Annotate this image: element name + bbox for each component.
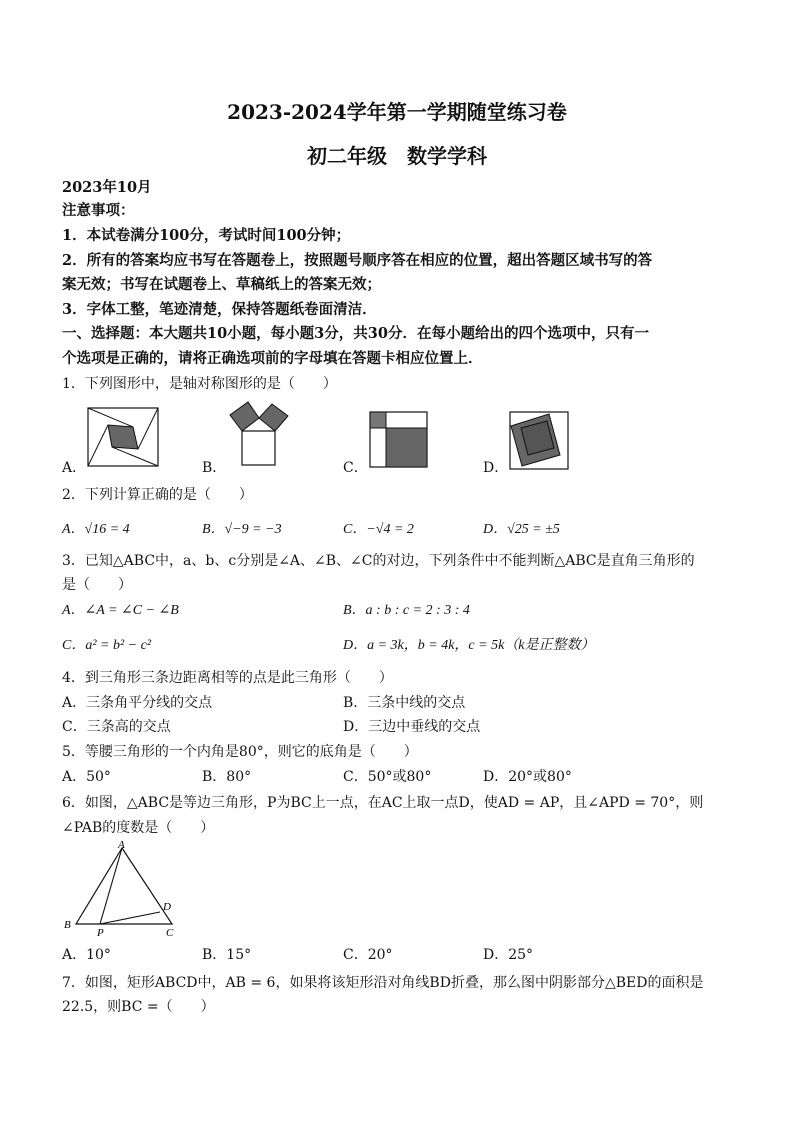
q6-triangle-figure bbox=[60, 838, 190, 938]
q4-option-c: C．三条高的交点 bbox=[62, 719, 171, 735]
q2-option-a: A．√16 = 4 bbox=[62, 522, 130, 537]
q2-option-c: C．−√4 = 2 bbox=[343, 522, 414, 537]
section-heading-line1: 一、选择题：本大题共10小题，每小题3分，共30分．在每小题给出的四个选项中，只有一 bbox=[62, 325, 649, 342]
q2-option-d: D．√25 = ±5 bbox=[483, 522, 560, 537]
q1-label-d: D． bbox=[483, 460, 509, 476]
q3-stem-line2: 是（ ） bbox=[62, 577, 132, 593]
q1-figure-b bbox=[228, 398, 300, 470]
q4-option-d: D．三边中垂线的交点 bbox=[343, 719, 481, 735]
q3-stem-line1: 3．已知△ABC中，a、b、c分别是∠A、∠B、∠C的对边，下列条件中不能判断△ABC是直角三角形的 bbox=[62, 553, 695, 569]
q4-option-a: A．三条角平分线的交点 bbox=[62, 695, 213, 711]
page-subtitle: 初二年级 数学学科 bbox=[307, 144, 487, 168]
notice-3: 3．字体工整，笔迹清楚，保持答题纸卷面清洁． bbox=[62, 301, 377, 318]
notice-2: 2．所有的答案均应书写在答题卷上，按照题号顺序答在相应的位置，超出答题区域书写的答 bbox=[62, 252, 653, 269]
q3-option-a: A．∠A = ∠C − ∠B bbox=[62, 603, 179, 618]
q3-option-b: B．a : b : c = 2 : 3 : 4 bbox=[343, 603, 470, 618]
q2-stem: 2．下列计算正确的是（ ） bbox=[62, 487, 253, 503]
q1-stem: 1．下列图形中，是轴对称图形的是（ ） bbox=[62, 376, 337, 392]
label-a: A bbox=[118, 839, 125, 851]
q5-option-b: B．80° bbox=[202, 769, 252, 785]
notice-label: 注意事项： bbox=[62, 202, 135, 219]
notice-2-cont: 案无效；书写在试题卷上、草稿纸上的答案无效； bbox=[62, 276, 381, 293]
label-c: C bbox=[166, 927, 174, 939]
q6-option-c: C．20° bbox=[343, 947, 393, 963]
q1-figure-a bbox=[87, 407, 159, 467]
page-title: 2023-2024学年第一学期随堂练习卷 bbox=[227, 100, 567, 124]
q5-stem: 5．等腰三角形的一个内角是80°，则它的底角是（ ） bbox=[62, 744, 418, 760]
q1-label-b: B． bbox=[202, 460, 227, 476]
q6-option-a: A．10° bbox=[62, 947, 111, 963]
q7-stem-line1: 7．如图，矩形ABCD中，AB = 6，如果将该矩形沿对角线BD折叠，那么图中阴影部分△BED的面积是 bbox=[62, 975, 704, 991]
q5-option-a: A．50° bbox=[62, 769, 111, 785]
q6-option-d: D．25° bbox=[483, 947, 534, 963]
q6-stem-line1: 6．如图，△ABC是等边三角形，P为BC上一点，在AC上取一点D，使AD = AP，且∠APD = 70°，则 bbox=[62, 795, 704, 811]
q1-label-c: C． bbox=[343, 460, 368, 476]
q6-option-b: B．15° bbox=[202, 947, 252, 963]
q5-option-d: D．20°或80° bbox=[483, 769, 572, 785]
label-p: P bbox=[97, 927, 104, 939]
section-heading-line2: 个选项是正确的，请将正确选项前的字母填在答题卡相应位置上． bbox=[62, 350, 483, 367]
q5-option-c: C．50°或80° bbox=[343, 769, 432, 785]
notice-1: 1．本试卷满分100分，考试时间100分钟； bbox=[62, 227, 351, 244]
q3-option-c: C．a² = b² − c² bbox=[62, 638, 152, 653]
label-b: B bbox=[64, 919, 71, 931]
q1-figure-c bbox=[369, 411, 429, 469]
q4-stem: 4．到三角形三条边距离相等的点是此三角形（ ） bbox=[62, 670, 393, 686]
q4-option-b: B．三条中线的交点 bbox=[343, 695, 466, 711]
exam-date: 2023年10月 bbox=[62, 179, 152, 196]
q1-figure-d bbox=[509, 411, 569, 471]
label-d: D bbox=[163, 901, 171, 913]
q1-label-a: A． bbox=[62, 460, 87, 476]
q6-stem-line2: ∠PAB的度数是（ ） bbox=[62, 820, 215, 836]
q7-stem-line2: 22.5，则BC =（ ） bbox=[62, 999, 215, 1015]
q3-option-d: D．a = 3k，b = 4k，c = 5k（k是正整数） bbox=[343, 638, 595, 653]
q2-option-b: B．√−9 = −3 bbox=[202, 522, 282, 537]
